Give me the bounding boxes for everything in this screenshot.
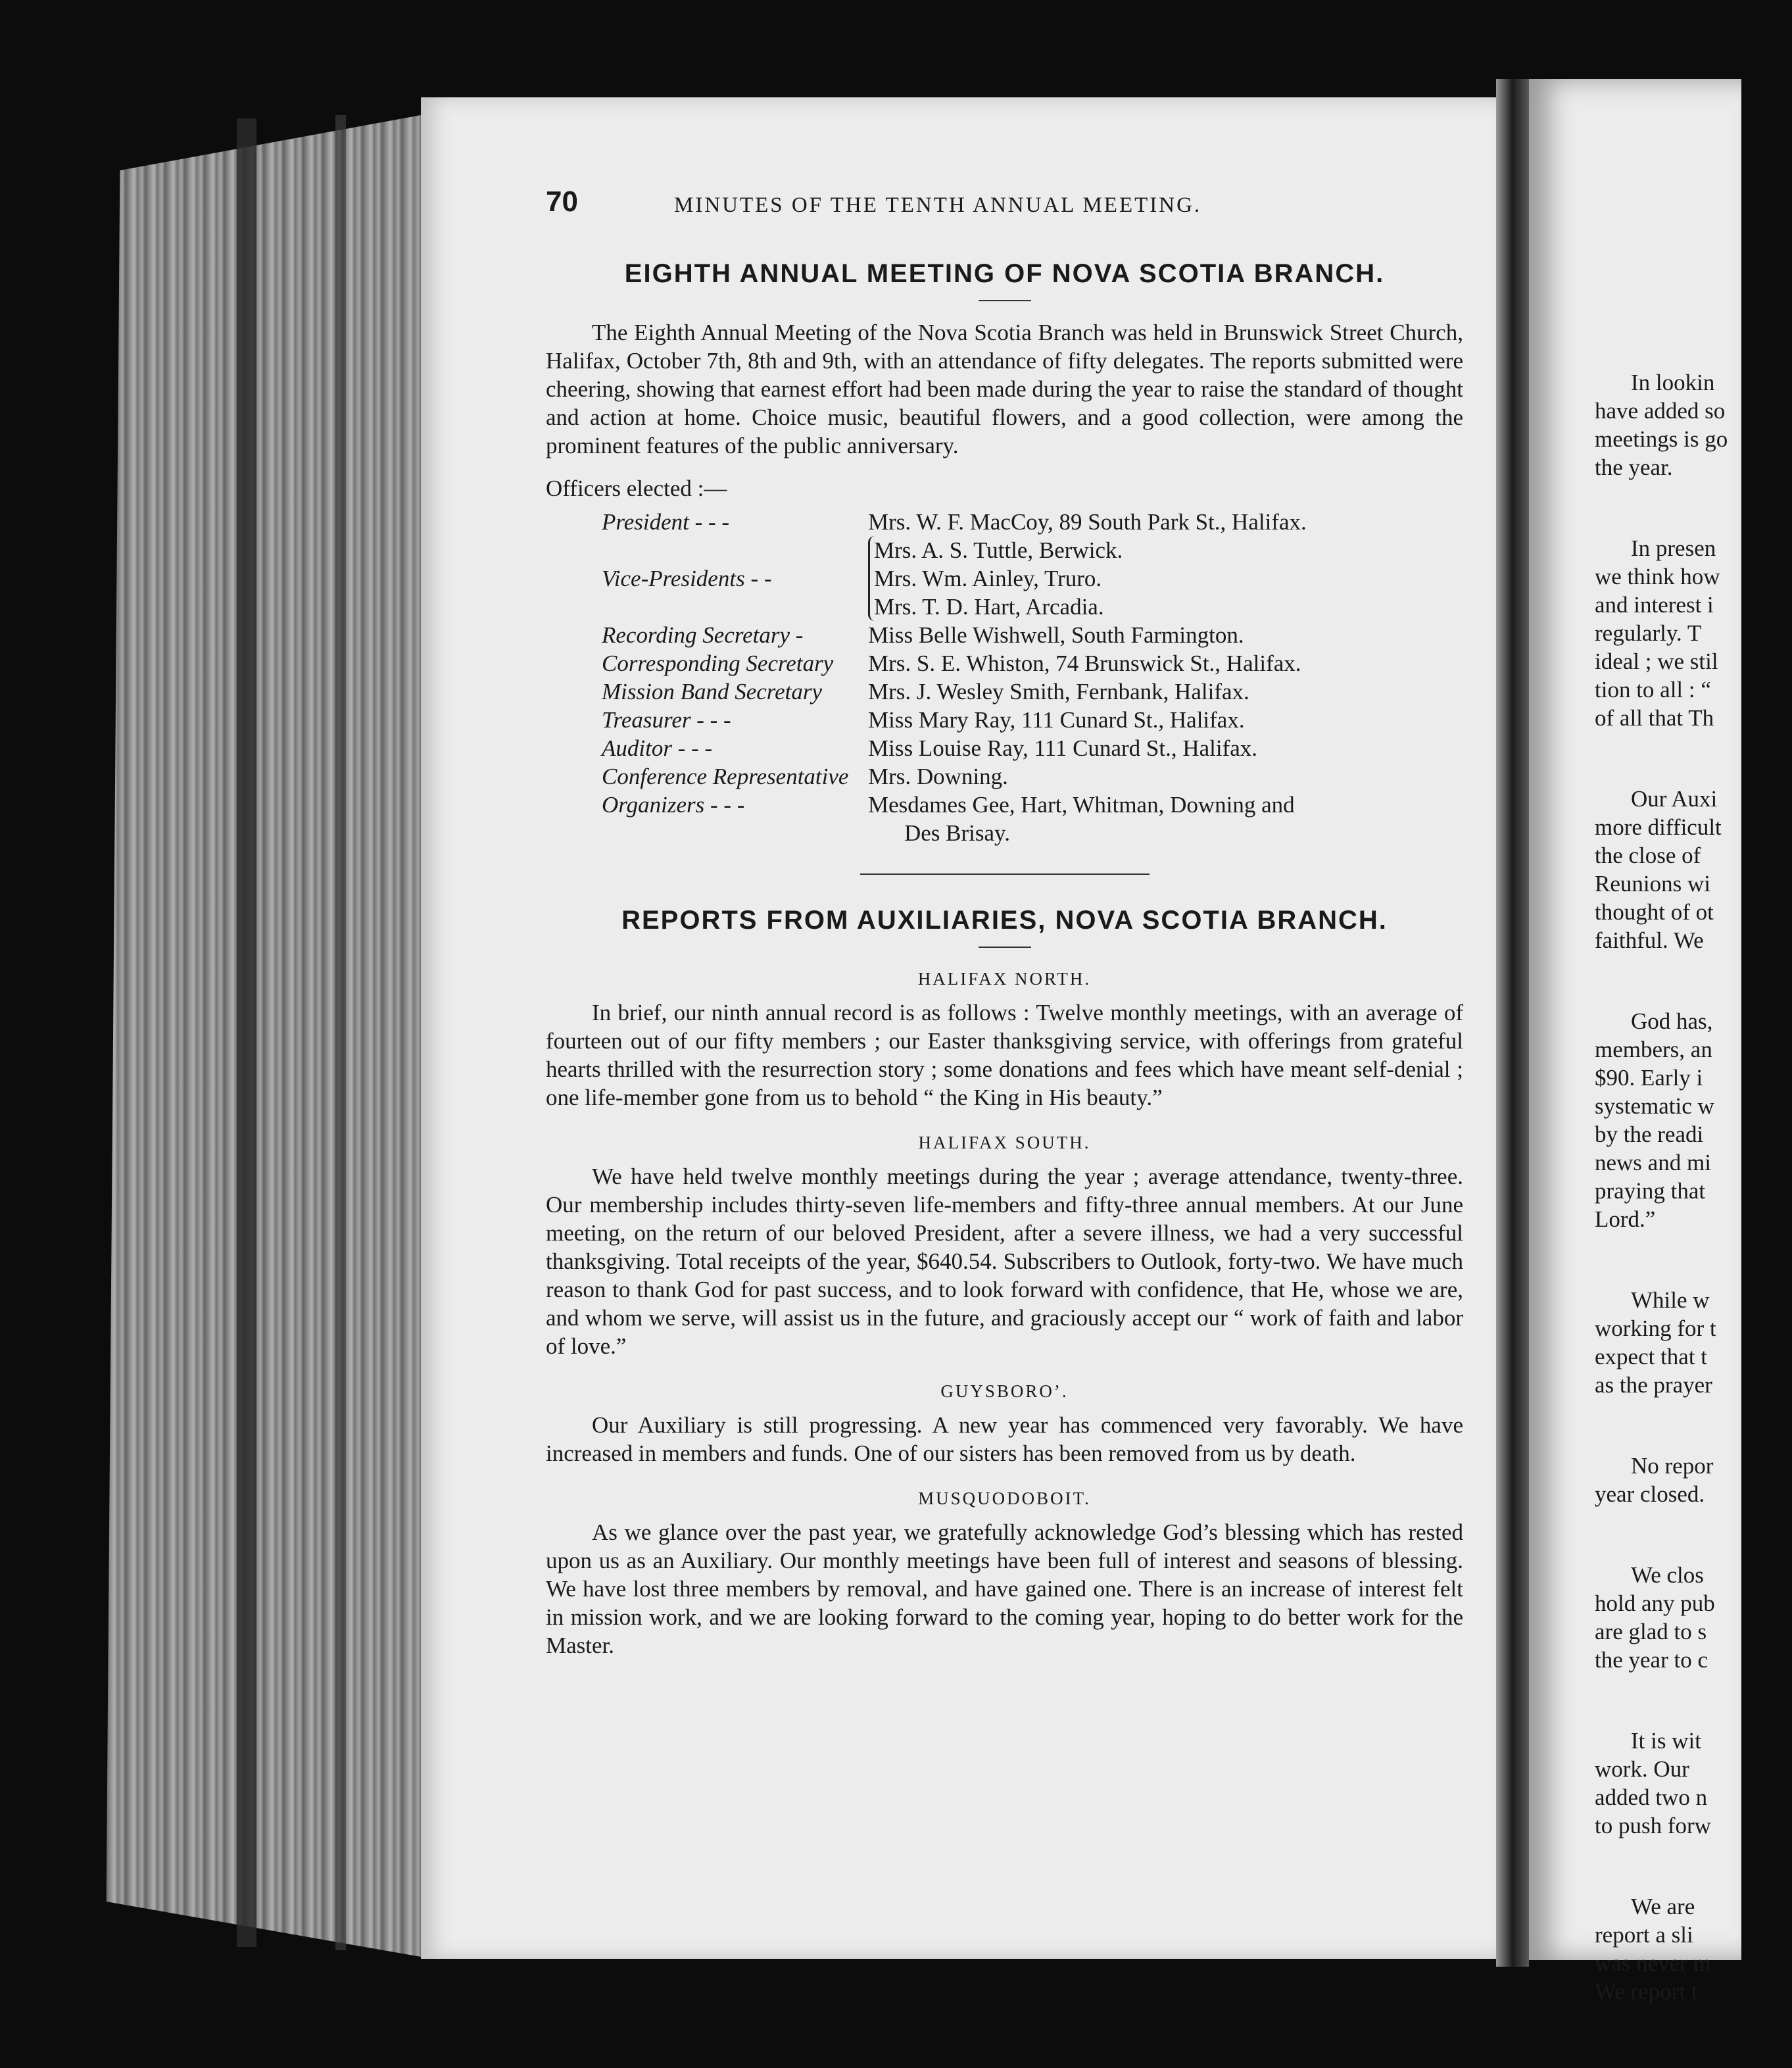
facing-line: faithful. We xyxy=(1595,927,1704,953)
auxiliary-name: HALIFAX SOUTH. xyxy=(918,1133,1091,1152)
officer-names xyxy=(868,734,1463,762)
facing-line: hold any pub xyxy=(1595,1590,1715,1616)
facing-line: God has, xyxy=(1631,1008,1713,1034)
facing-paragraph xyxy=(1595,1892,1792,2006)
officer-title: Auditor - - - xyxy=(602,735,713,761)
facing-line: thought of ot xyxy=(1595,899,1714,925)
facing-line: Our Auxi xyxy=(1631,786,1718,812)
officer-names xyxy=(868,762,1463,791)
officer-title: Organizers - - - xyxy=(602,792,745,818)
officer-names xyxy=(868,706,1463,734)
officer-name: Des Brisay. xyxy=(904,820,1011,846)
officer-names xyxy=(868,536,1463,621)
section-heading: EIGHTH ANNUAL MEETING OF NOVA SCOTIA BRANCH. xyxy=(624,259,1385,288)
facing-line: In presen xyxy=(1631,535,1716,561)
facing-line: expect that t xyxy=(1595,1344,1708,1369)
facing-paragraph xyxy=(1595,1286,1792,1399)
book-gutter xyxy=(1496,79,1529,1967)
facing-line: as the prayer xyxy=(1595,1372,1712,1398)
facing-line: to push forw xyxy=(1595,1813,1711,1838)
facing-line: have added so xyxy=(1595,398,1726,424)
auxiliary-name: GUYSBORO’. xyxy=(940,1381,1069,1401)
auxiliary-report: In brief, our ninth annual record is as follows : Twelve monthly meetings, with an average of fourteen out of our fifty members ; our Easter thanksgiving service, with offerings from grateful hearts thrilled with the resurrection story ; some donations and fees which have meant self-denial ; one life-member gone from us to behold “ the King in His beauty.” xyxy=(546,1000,1463,1110)
officer-name: Mrs. T. D. Hart, Arcadia. xyxy=(874,594,1104,620)
officer-title: Corresponding Secretary xyxy=(602,651,834,676)
facing-line: by the readi xyxy=(1595,1121,1704,1147)
facing-paragraph xyxy=(1595,1561,1792,1674)
auxiliary-report: Our Auxiliary is still progressing. A new year has commenced very favorably. We have increased in members and funds. One of our sisters has been removed from us by death. xyxy=(546,1412,1463,1466)
officer-name: Mesdames Gee, Hart, Whitman, Downing and xyxy=(868,792,1295,818)
facing-line: work. Our xyxy=(1595,1756,1689,1782)
page-edge-shadow xyxy=(335,115,346,1950)
facing-line: Reunions wi xyxy=(1595,871,1710,897)
facing-line: news and mi xyxy=(1595,1150,1711,1175)
page-content xyxy=(546,187,1463,1660)
facing-line: report a sli xyxy=(1595,1922,1693,1948)
facing-paragraph xyxy=(1595,785,1792,954)
facing-line: No repor xyxy=(1631,1453,1714,1479)
facing-line: added two n xyxy=(1595,1785,1708,1810)
facing-line: was never m xyxy=(1595,1950,1711,1976)
officers-list xyxy=(546,508,1463,847)
facing-line: year closed. xyxy=(1595,1481,1705,1507)
officer-title: Conference Representative xyxy=(602,764,849,789)
officers-heading: Officers elected :— xyxy=(546,476,727,501)
officer-name: Mrs. Downing. xyxy=(868,764,1008,789)
officer-title: Recording Secretary - xyxy=(602,622,804,648)
section-divider xyxy=(860,874,1150,875)
officer-title: Treasurer - - - xyxy=(602,707,731,733)
facing-paragraph xyxy=(1595,368,1792,481)
facing-line: meetings is go xyxy=(1595,426,1728,452)
facing-line: It is wit xyxy=(1631,1728,1701,1754)
officer-name: Mrs. S. E. Whiston, 74 Brunswick St., Halifax. xyxy=(868,651,1301,676)
officer-name: Mrs. J. Wesley Smith, Fernbank, Halifax. xyxy=(868,679,1249,704)
facing-line: more difficult xyxy=(1595,814,1722,840)
officer-title: Mission Band Secretary xyxy=(602,679,823,704)
officer-name: Miss Mary Ray, 111 Cunard St., Halifax. xyxy=(868,707,1245,733)
officer-names xyxy=(868,508,1463,536)
officer-name: Mrs. A. S. Tuttle, Berwick. xyxy=(874,537,1123,563)
facing-line: In lookin xyxy=(1631,370,1715,395)
officer-name: Mrs. Wm. Ainley, Truro. xyxy=(874,566,1102,591)
page-edge-shadow xyxy=(237,118,256,1947)
facing-line: working for t xyxy=(1595,1316,1716,1341)
facing-line: systematic w xyxy=(1595,1093,1714,1119)
facing-line: Lord.” xyxy=(1595,1206,1656,1232)
section-heading: REPORTS FROM AUXILIARIES, NOVA SCOTIA BRANCH. xyxy=(621,906,1388,935)
heading-rule xyxy=(979,300,1031,301)
officer-name: Miss Louise Ray, 111 Cunard St., Halifax. xyxy=(868,735,1258,761)
officer-names xyxy=(868,677,1463,706)
officer-names xyxy=(868,791,1463,847)
facing-line: and interest i xyxy=(1595,592,1714,618)
auxiliary-name: HALIFAX NORTH. xyxy=(917,969,1092,989)
facing-paragraph xyxy=(1595,534,1792,732)
facing-line: members, an xyxy=(1595,1037,1712,1062)
auxiliary-reports xyxy=(546,965,1463,1660)
officer-name: Mrs. W. F. MacCoy, 89 South Park St., Halifax. xyxy=(868,509,1307,535)
facing-paragraph xyxy=(1595,1727,1792,1840)
officer-names xyxy=(868,649,1463,677)
facing-line: are glad to s xyxy=(1595,1619,1707,1644)
facing-paragraph xyxy=(1595,1007,1792,1233)
facing-line: $90. Early i xyxy=(1595,1065,1703,1091)
officer-name: Miss Belle Wishwell, South Farmington. xyxy=(868,622,1244,648)
facing-line: tion to all : “ xyxy=(1595,677,1711,702)
facing-line: praying that xyxy=(1595,1178,1706,1204)
meeting-paragraph: The Eighth Annual Meeting of the Nova Scotia Branch was held in Brunswick Street Church, Halifax, October 7th, 8th and 9th, with an attendance of fifty delegates. The reports submitted were cheering, showing that earnest effort had been made during the year to raise the standard of thought and action at home. Choice music, beautiful flowers, and a good collection, were among the prominent features of the public anniversary. xyxy=(546,320,1463,458)
facing-line: of all that Th xyxy=(1595,705,1714,731)
facing-line: the close of xyxy=(1595,843,1701,868)
auxiliary-report: We have held twelve monthly meetings during the year ; average attendance, twenty-three. Our membership includes thirty-seven life-members and fifty-three annual members. At our June meeting, on the return of our beloved President, after a severe illness, we had a very successful thanksgiving. Total receipts of the year, $640.54. Subscribers to Outlook, forty-two. We have much reason to thank God for past success, and to look forward with confidence, that He, whose we are, and whom we serve, will assist us in the future, and graciously accept our “ work of faith and labor of love.” xyxy=(546,1164,1463,1359)
heading-rule xyxy=(979,947,1031,948)
facing-line: we think how xyxy=(1595,564,1720,589)
page-number: 70 xyxy=(546,185,578,218)
facing-page-text xyxy=(1595,368,1792,2058)
facing-line: While w xyxy=(1631,1287,1710,1313)
facing-line: We clos xyxy=(1631,1562,1704,1588)
officer-names xyxy=(868,621,1463,649)
facing-paragraph xyxy=(1595,1452,1792,1508)
running-head xyxy=(546,187,1463,234)
facing-line: the year. xyxy=(1595,455,1673,480)
facing-line: regularly. T xyxy=(1595,620,1702,646)
officer-title: President - - - xyxy=(602,509,730,535)
auxiliary-report: As we glance over the past year, we gratefully acknowledge God’s blessing which has rested upon us as an Auxiliary. Our monthly meetings have been full of interest and seasons of blessing. We have lost three members by removal, and have gained one. There is an increase of interest felt in mission work, and we are looking forward to the coming year, hoping to do better work for the Master. xyxy=(546,1519,1463,1658)
facing-page xyxy=(1529,79,1741,2004)
facing-line: We report t xyxy=(1595,1979,1698,2004)
auxiliary-name: MUSQUODOBOIT. xyxy=(918,1489,1091,1508)
facing-line: the year to c xyxy=(1595,1647,1708,1673)
facing-line: We are xyxy=(1631,1894,1695,1919)
running-title: MINUTES OF THE TENTH ANNUAL MEETING. xyxy=(674,193,1202,217)
facing-line: ideal ; we stil xyxy=(1595,649,1718,674)
officer-title: Vice-Presidents - - xyxy=(602,566,772,591)
